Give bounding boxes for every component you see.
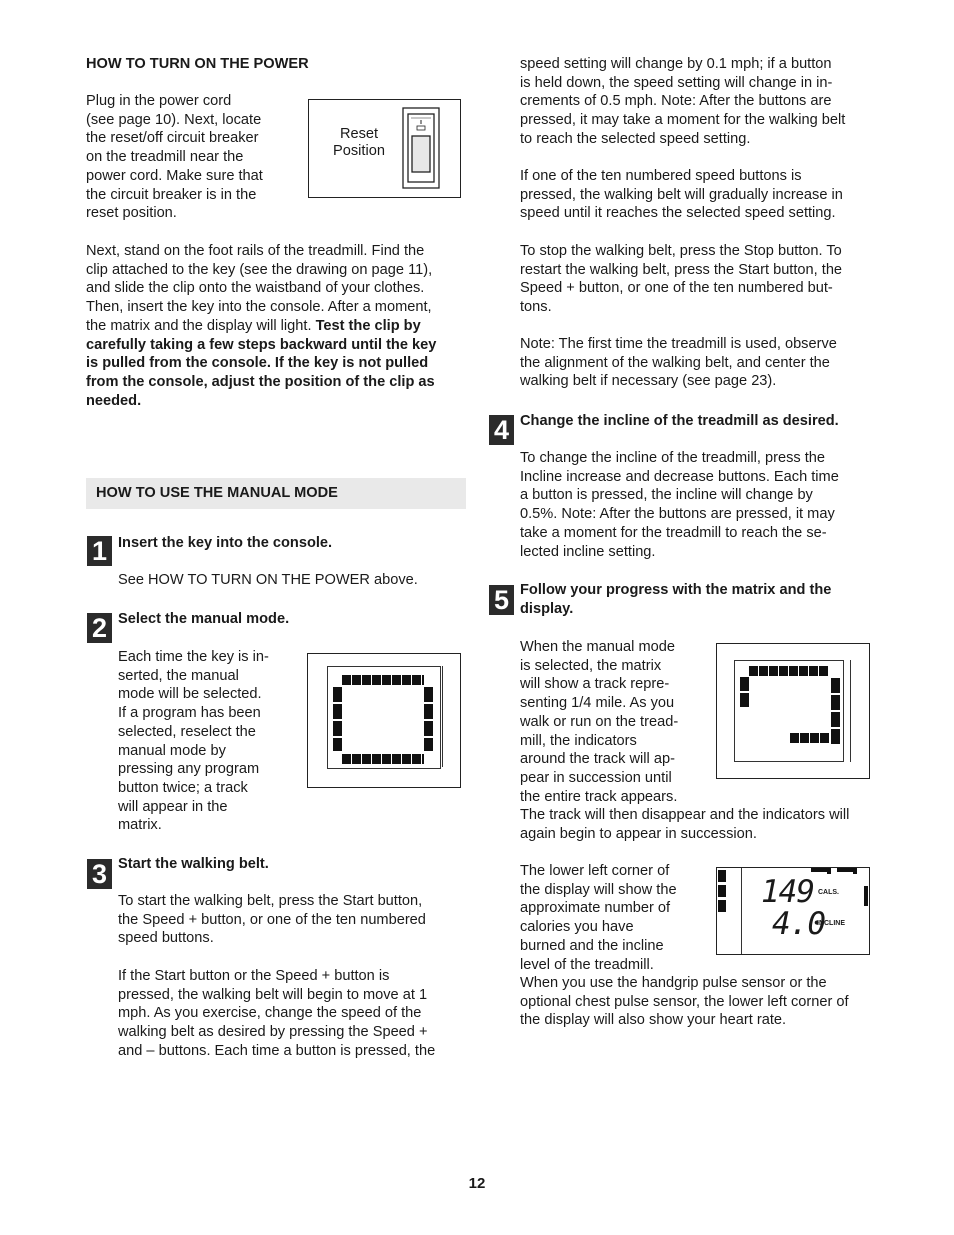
step-5-paragraph-b-cont: When you use the handgrip pulse sensor or the optional chest pulse sensor, the lower left corner of the display will also show your heart rate. xyxy=(520,975,849,1029)
step-5-number: 5 xyxy=(489,585,514,615)
step-5-paragraph-b: The lower left corner of the display will show the approximate number of calories you have burned and the incline level of the treadmill. xyxy=(520,863,677,973)
step-3-note: Note: The first time the treadmill is used, observe the alignment of the walking belt, and center the walking belt if necessary (see page 23). xyxy=(520,336,837,390)
step-3-paragraph-4: To stop the walking belt, press the Stop button. To restart the walking belt, press the Start button, the Speed + button, or one of the ten numbered but- tons. xyxy=(520,243,843,316)
track-right-segments xyxy=(424,687,433,751)
calories-incline-display-figure xyxy=(716,867,870,955)
power-paragraph-2: Next, stand on the foot rails of the treadmill. Find the clip attached to the key (see the drawing on page 11), and slide the clip onto the waistband of your clothes. Then, insert the key into the console. After a moment, the matrix and the display will light. Test the clip by carefully taking a few steps backward until the key is pulled from the console. If the key is not pulled from the console, adjust the position of the clip as needed. xyxy=(86,243,437,409)
incline-value: 4.0 xyxy=(772,906,825,942)
step-2-title: Select the manual mode. xyxy=(118,611,290,627)
step-3-continued: speed setting will change by 0.1 mph; if a button is held down, the speed setting will change in in- crements of 0.5 mph. Note: After the buttons are pressed, it may take a moment for the walking belt to reach the selected speed setting. xyxy=(520,56,846,147)
step-4-number: 4 xyxy=(489,415,514,445)
partial-track-right xyxy=(831,678,840,744)
matrix-edge-line-2 xyxy=(850,660,851,762)
calories-value: 149 xyxy=(761,874,814,910)
reset-switch-figure xyxy=(308,99,461,198)
matrix-screen-partial xyxy=(734,660,844,762)
matrix-edge-line xyxy=(442,666,443,767)
step-3-paragraph-2: If the Start button or the Speed + button is pressed, the walking belt will begin to move at 1 mph. As you exercise, change the speed of the walking belt as desired by pressing the Speed + and – buttons. Each time a button is pressed, the xyxy=(118,968,436,1059)
step-3-paragraph-3: If one of the ten numbered speed buttons is pressed, the walking belt will gradually increase in speed until it reaches the selected speed setting. xyxy=(520,168,843,222)
power-paragraph-1: Plug in the power cord (see page 10). Next, locate the reset/off circuit breaker on the treadmill near the power cord. Make sure that the circuit breaker is in the reset position. xyxy=(86,93,263,222)
reset-position-label: Reset Position xyxy=(333,126,385,159)
display-divider xyxy=(741,868,742,955)
step-5-title: Follow your progress with the matrix and the display. xyxy=(520,582,832,617)
step-4-text: To change the incline of the treadmill, press the Incline increase and decrease buttons. Each time a button is pressed, the incline will change by 0.5%. Note: After the buttons are pressed, it may take a moment for the treadmill to reach the se- lected incline setting. xyxy=(520,450,839,560)
display-right-edge-segment xyxy=(864,886,868,906)
matrix-screen xyxy=(327,666,441,769)
partial-track-bottom xyxy=(790,733,830,743)
step-1-text: See HOW TO TURN ON THE POWER above. xyxy=(118,572,418,588)
step-2-number: 2 xyxy=(87,613,112,643)
step-3-number: 3 xyxy=(87,859,112,889)
circuit-breaker-icon xyxy=(397,106,447,192)
step-5-paragraph-a-cont: The track will then disappear and the indicators will again begin to appear in succession. xyxy=(520,807,850,842)
partial-track-top xyxy=(749,666,828,676)
display-left-indicators xyxy=(718,870,726,912)
page-number: 12 xyxy=(468,1175,486,1192)
power-heading: HOW TO TURN ON THE POWER xyxy=(86,56,309,72)
calories-label: CALS. xyxy=(818,889,839,896)
step-1-title: Insert the key into the console. xyxy=(118,535,333,551)
full-track-matrix-figure xyxy=(307,653,461,788)
partial-track-left xyxy=(740,677,749,709)
manual-mode-heading: HOW TO USE THE MANUAL MODE xyxy=(96,485,338,501)
manual-mode-heading-bar xyxy=(86,478,466,509)
step-1-number: 1 xyxy=(87,536,112,566)
step-2-text: Each time the key is in- serted, the manual mode will be selected. If a program has been selected, reselect the manual mode by pressing any program button twice; a track will appear in the matrix. xyxy=(118,649,269,834)
track-bottom-segments xyxy=(342,754,424,764)
partial-track-matrix-figure xyxy=(716,643,870,779)
track-top-segments xyxy=(342,675,424,685)
track-left-segments xyxy=(333,687,342,751)
step-3-title: Start the walking belt. xyxy=(118,856,269,872)
step-5-paragraph-a: When the manual mode is selected, the matrix will show a track repre- senting 1/4 mile. As you walk or run on the tread- mill, the indicators around the track will ap- pear in succession until the entire track appears. xyxy=(520,639,679,805)
step-3-paragraph-1: To start the walking belt, press the Start button, the Speed + button, or one of the ten numbered speed buttons. xyxy=(118,893,426,947)
incline-label: INCLINE xyxy=(817,920,845,927)
step-4-title: Change the incline of the treadmill as desired. xyxy=(520,413,839,429)
display-top-digits xyxy=(807,867,867,876)
